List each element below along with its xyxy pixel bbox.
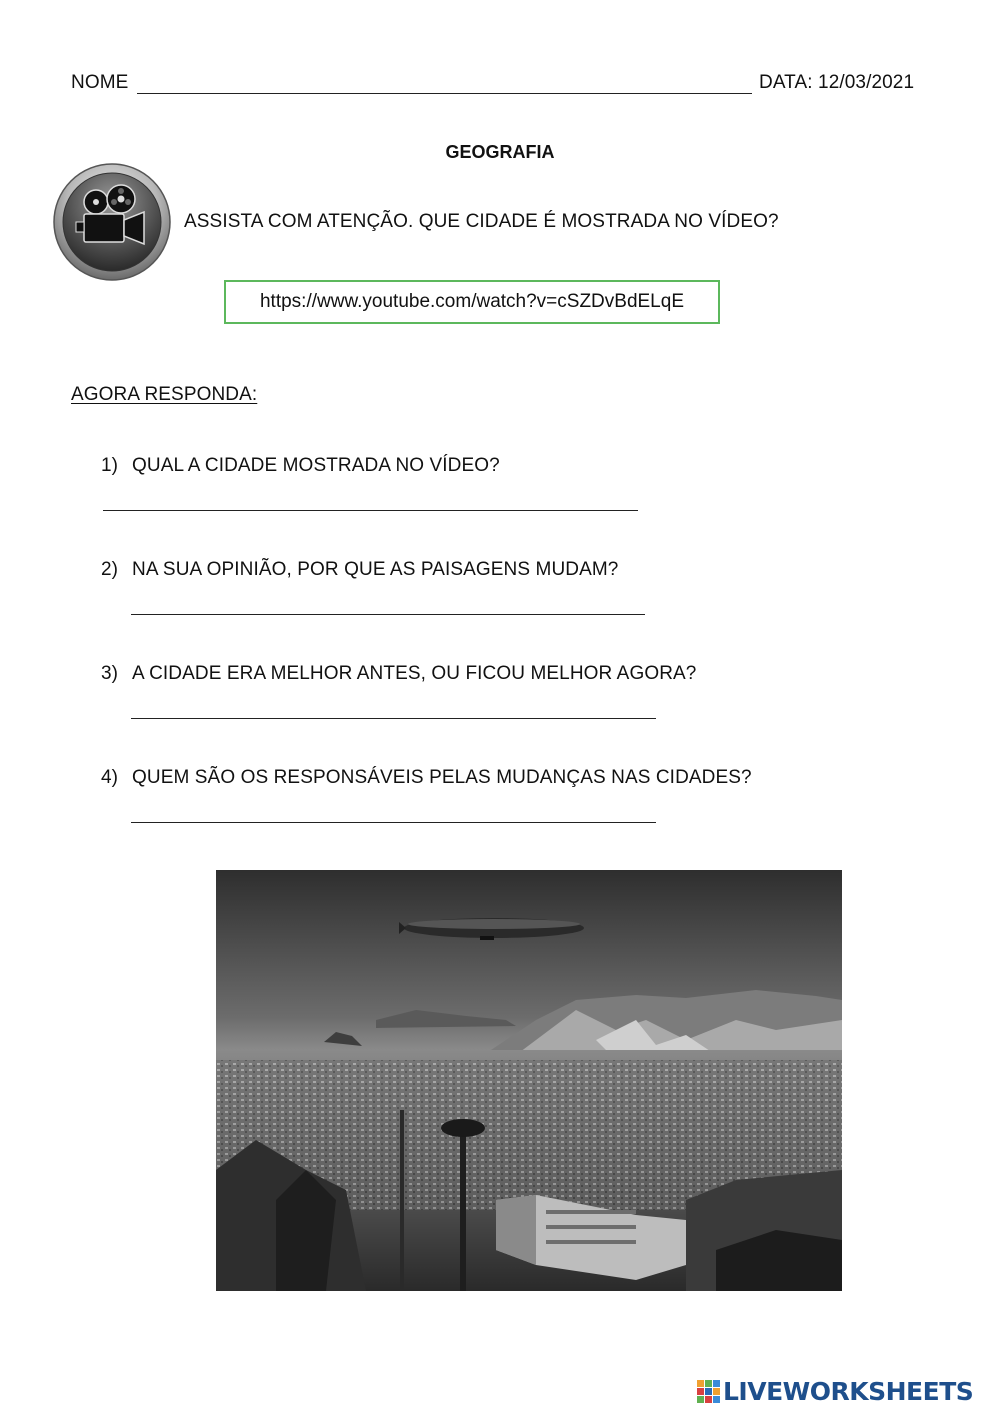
answer-line-1[interactable]	[103, 510, 638, 511]
question-3	[101, 663, 696, 685]
date-field	[759, 72, 914, 94]
film-projector-icon	[52, 162, 172, 282]
video-url-box[interactable]	[224, 280, 720, 324]
liveworksheets-logo	[697, 1377, 973, 1406]
question-4	[101, 767, 752, 789]
date-value: 12/03/2021	[818, 72, 915, 93]
question-number: 2)	[101, 559, 119, 580]
answer-line-2[interactable]	[131, 614, 645, 615]
name-label: NOME	[71, 72, 129, 93]
instruction-text: ASSISTA COM ATENÇÃO. QUE CIDADE É MOSTRADA NO VÍDEO?	[184, 211, 779, 232]
answer-line-4[interactable]	[131, 822, 656, 823]
name-answer-line[interactable]	[137, 93, 752, 94]
historic-city-photo	[216, 870, 842, 1291]
question-text: QUEM SÃO OS RESPONSÁVEIS PELAS MUDANÇAS NAS CIDADES?	[132, 767, 752, 788]
page-title: GEOGRAFIA	[445, 142, 555, 162]
question-text: A CIDADE ERA MELHOR ANTES, OU FICOU MELHOR AGORA?	[132, 663, 697, 684]
section-subtitle: AGORA RESPONDA:	[71, 384, 258, 405]
question-number: 4)	[101, 767, 119, 788]
question-2	[101, 559, 618, 581]
brand-text: LIVEWORKSHEETS	[723, 1377, 974, 1406]
question-text: NA SUA OPINIÃO, POR QUE AS PAISAGENS MUDAM?	[132, 559, 619, 580]
answer-line-3[interactable]	[131, 718, 656, 719]
video-url-link[interactable]: https://www.youtube.com/watch?v=cSZDvBdELqE	[259, 291, 684, 312]
question-number: 3)	[101, 663, 119, 684]
liveworksheets-mark-icon	[697, 1380, 721, 1404]
question-text: QUAL A CIDADE MOSTRADA NO VÍDEO?	[132, 455, 500, 476]
question-1	[101, 455, 500, 477]
date-label: DATA:	[759, 72, 813, 93]
question-number: 1)	[101, 455, 119, 476]
